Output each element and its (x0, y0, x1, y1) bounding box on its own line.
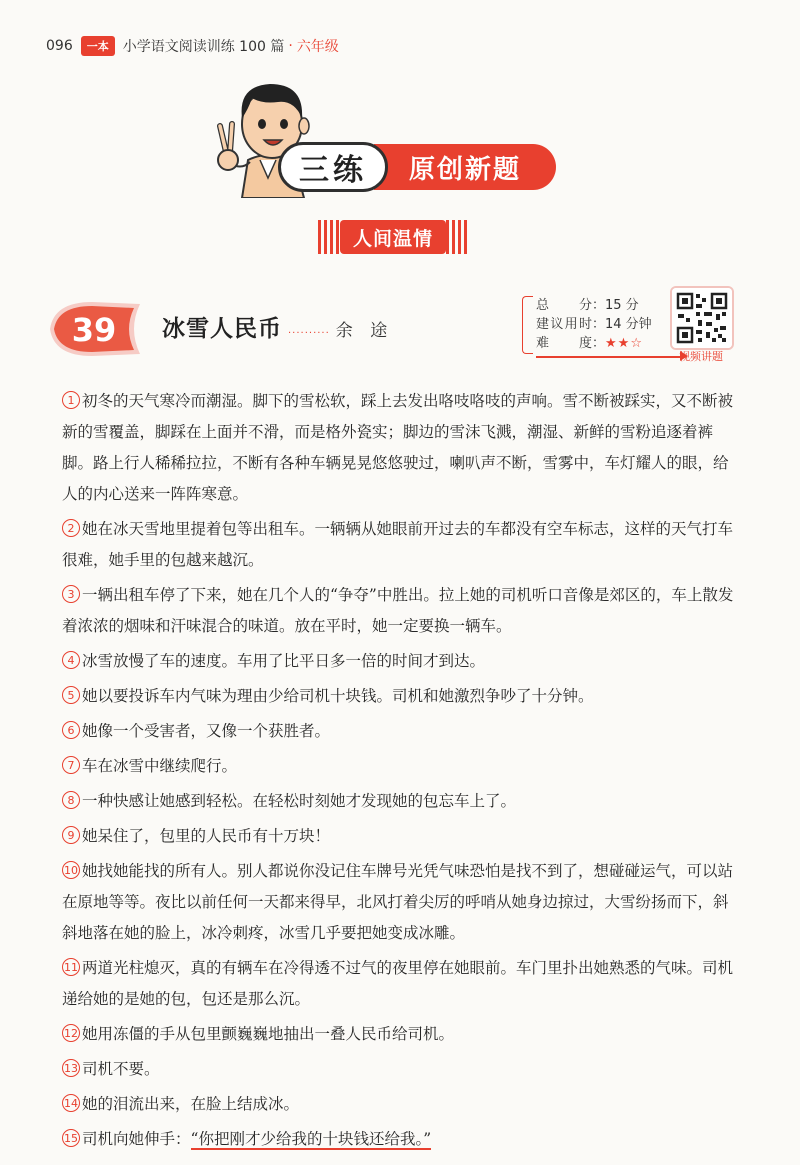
arrow-line (536, 356, 684, 358)
paragraph-text: 车在冰雪中继续爬行。 (82, 757, 238, 775)
paragraph-text: 她在冰天雪地里提着包等出租车。一辆辆从她眼前开过去的车都没有空车标志，这样的天气打车很难，她手里的包越来越沉。 (62, 520, 734, 569)
theme-tag: 人间温情 (340, 220, 446, 254)
paragraph-number: 8 (62, 791, 80, 809)
paragraph-text: 她用冻僵的手从包里颤巍巍地抽出一叠人民币给司机。 (82, 1025, 455, 1043)
paragraph-text: 冰雪放慢了车的速度。车用了比平日多一倍的时间才到达。 (82, 652, 486, 670)
difficulty-sep: ： (592, 336, 606, 351)
banner-subtitle: 原创新题 (374, 144, 556, 190)
paragraph (62, 1124, 742, 1155)
paragraph-text: 她的泪流出来，在脸上结成冰。 (82, 1095, 300, 1113)
paragraph-number: 11 (62, 958, 80, 976)
paragraph-text: 一种快感让她感到轻松。在轻松时刻她才发现她的包忘车上了。 (82, 792, 517, 810)
paragraph (62, 751, 742, 782)
underlined-quote: “你把刚才少给我的十块钱还给我。” (190, 1130, 432, 1148)
paragraph-text: 两道光柱熄灭，真的有辆车在冷得透不过气的夜里停在她眼前。车门里扑出她熟悉的气味。司机递给她的是她的包，包还是那么沉。 (62, 959, 734, 1008)
paragraph-number: 12 (62, 1024, 80, 1042)
paragraph-text: 她找她能找的所有人。别人都说你没记住车牌号光凭气味恐怕是找不到了，想碰碰运气，可以站在原地等等。夜比以前任何一天都来得早，北风打着尖厉的呼哨从她身边掠过，大雪纷扬而下，斜斜地落在她的脸上，冰冷刺疼，冰雪几乎要把她变成冰雕。 (62, 862, 734, 942)
paragraph-number: 1 (62, 391, 80, 409)
paragraph (62, 953, 742, 1015)
section-banner (278, 142, 556, 192)
paragraph-text: 初冬的天气寒冷而潮湿。脚下的雪松软，踩上去发出咯吱咯吱的声响。雪不断被踩实，又不断被新的雪覆盖，脚踩在上面并不滑，而是格外瓷实；脚边的雪沫飞溅，潮湿、新鲜的雪粉追逐着裤脚。路上行人稀稀拉拉，不断有各种车辆晃晃悠悠驶过，喇叭声不断，雪雾中，车灯耀人的眼，给人的内心送来一阵阵寒意。 (62, 392, 734, 503)
paragraph-number: 6 (62, 721, 80, 739)
paragraph-text: 司机不要。 (82, 1060, 160, 1078)
book-title: 小学语文阅读训练 100 篇 (122, 39, 285, 55)
difficulty-label: 难 度 (536, 336, 592, 351)
paragraph-text: 司机向她伸手： (82, 1130, 191, 1148)
paragraph-number: 5 (62, 686, 80, 704)
paragraph-text: 她像一个受害者，又像一个获胜者。 (82, 722, 331, 740)
paragraph (62, 386, 742, 510)
time-row (536, 315, 652, 334)
paragraph (62, 856, 742, 949)
paragraph (62, 821, 742, 852)
running-header (46, 34, 339, 58)
paragraph (62, 646, 742, 677)
page-number: 096 (46, 38, 73, 54)
article-number: 39 (71, 311, 117, 349)
stripes-decoration-left (318, 220, 340, 254)
paragraph-number: 7 (62, 756, 80, 774)
difficulty-row (536, 334, 643, 353)
paragraph-text: 她呆住了，包里的人民币有十万块！ (82, 827, 331, 845)
article-body (62, 386, 742, 1159)
paragraph-number: 15 (62, 1129, 80, 1147)
score-row (536, 296, 639, 315)
time-value: ：14 分钟 (592, 317, 652, 332)
paragraph (62, 1054, 742, 1085)
time-label: 建议用时 (536, 317, 592, 332)
difficulty-stars: ★★☆ (605, 336, 643, 351)
theme-tag-wrapper (318, 216, 468, 258)
article-title-line (162, 310, 393, 343)
paragraph (62, 1019, 742, 1050)
brand-logo: 一本 (81, 36, 115, 56)
stripes-decoration-right (446, 220, 468, 254)
article-title: 冰雪人民币 (162, 316, 282, 342)
paragraph (62, 1089, 742, 1120)
paragraph (62, 681, 742, 712)
score-value: ：15 分 (592, 298, 639, 313)
title-dots: ·········· (288, 328, 330, 339)
info-box (522, 296, 662, 356)
article-author: 余 途 (335, 321, 394, 341)
paragraph-number: 14 (62, 1094, 80, 1112)
paragraph (62, 580, 742, 642)
article-number-badge (44, 298, 148, 360)
paragraph-number: 4 (62, 651, 80, 669)
paragraph-number: 10 (62, 861, 80, 879)
paragraph-number: 9 (62, 826, 80, 844)
paragraph-number: 13 (62, 1059, 80, 1077)
score-label: 总 分 (536, 298, 592, 313)
paragraph-text: 一辆出租车停了下来，她在几个人的“争夺”中胜出。拉上她的司机听口音像是郊区的，车上散发着浓浓的烟味和汗味混合的味道。放在平时，她一定要换一辆车。 (62, 586, 734, 635)
qr-code-icon[interactable] (670, 286, 734, 350)
paragraph-number: 2 (62, 519, 80, 537)
info-bracket (522, 296, 533, 354)
paragraph (62, 514, 742, 576)
banner-title: 三练 (278, 142, 388, 192)
grade-label: 六年级 (296, 39, 339, 55)
header-separator: · (288, 38, 293, 54)
video-explain-label: 视频讲题 (679, 350, 723, 363)
paragraph-text: 她以要投诉车内气味为理由少给司机十块钱。司机和她激烈争吵了十分钟。 (82, 687, 594, 705)
paragraph (62, 716, 742, 747)
paragraph (62, 786, 742, 817)
paragraph-number: 3 (62, 585, 80, 603)
